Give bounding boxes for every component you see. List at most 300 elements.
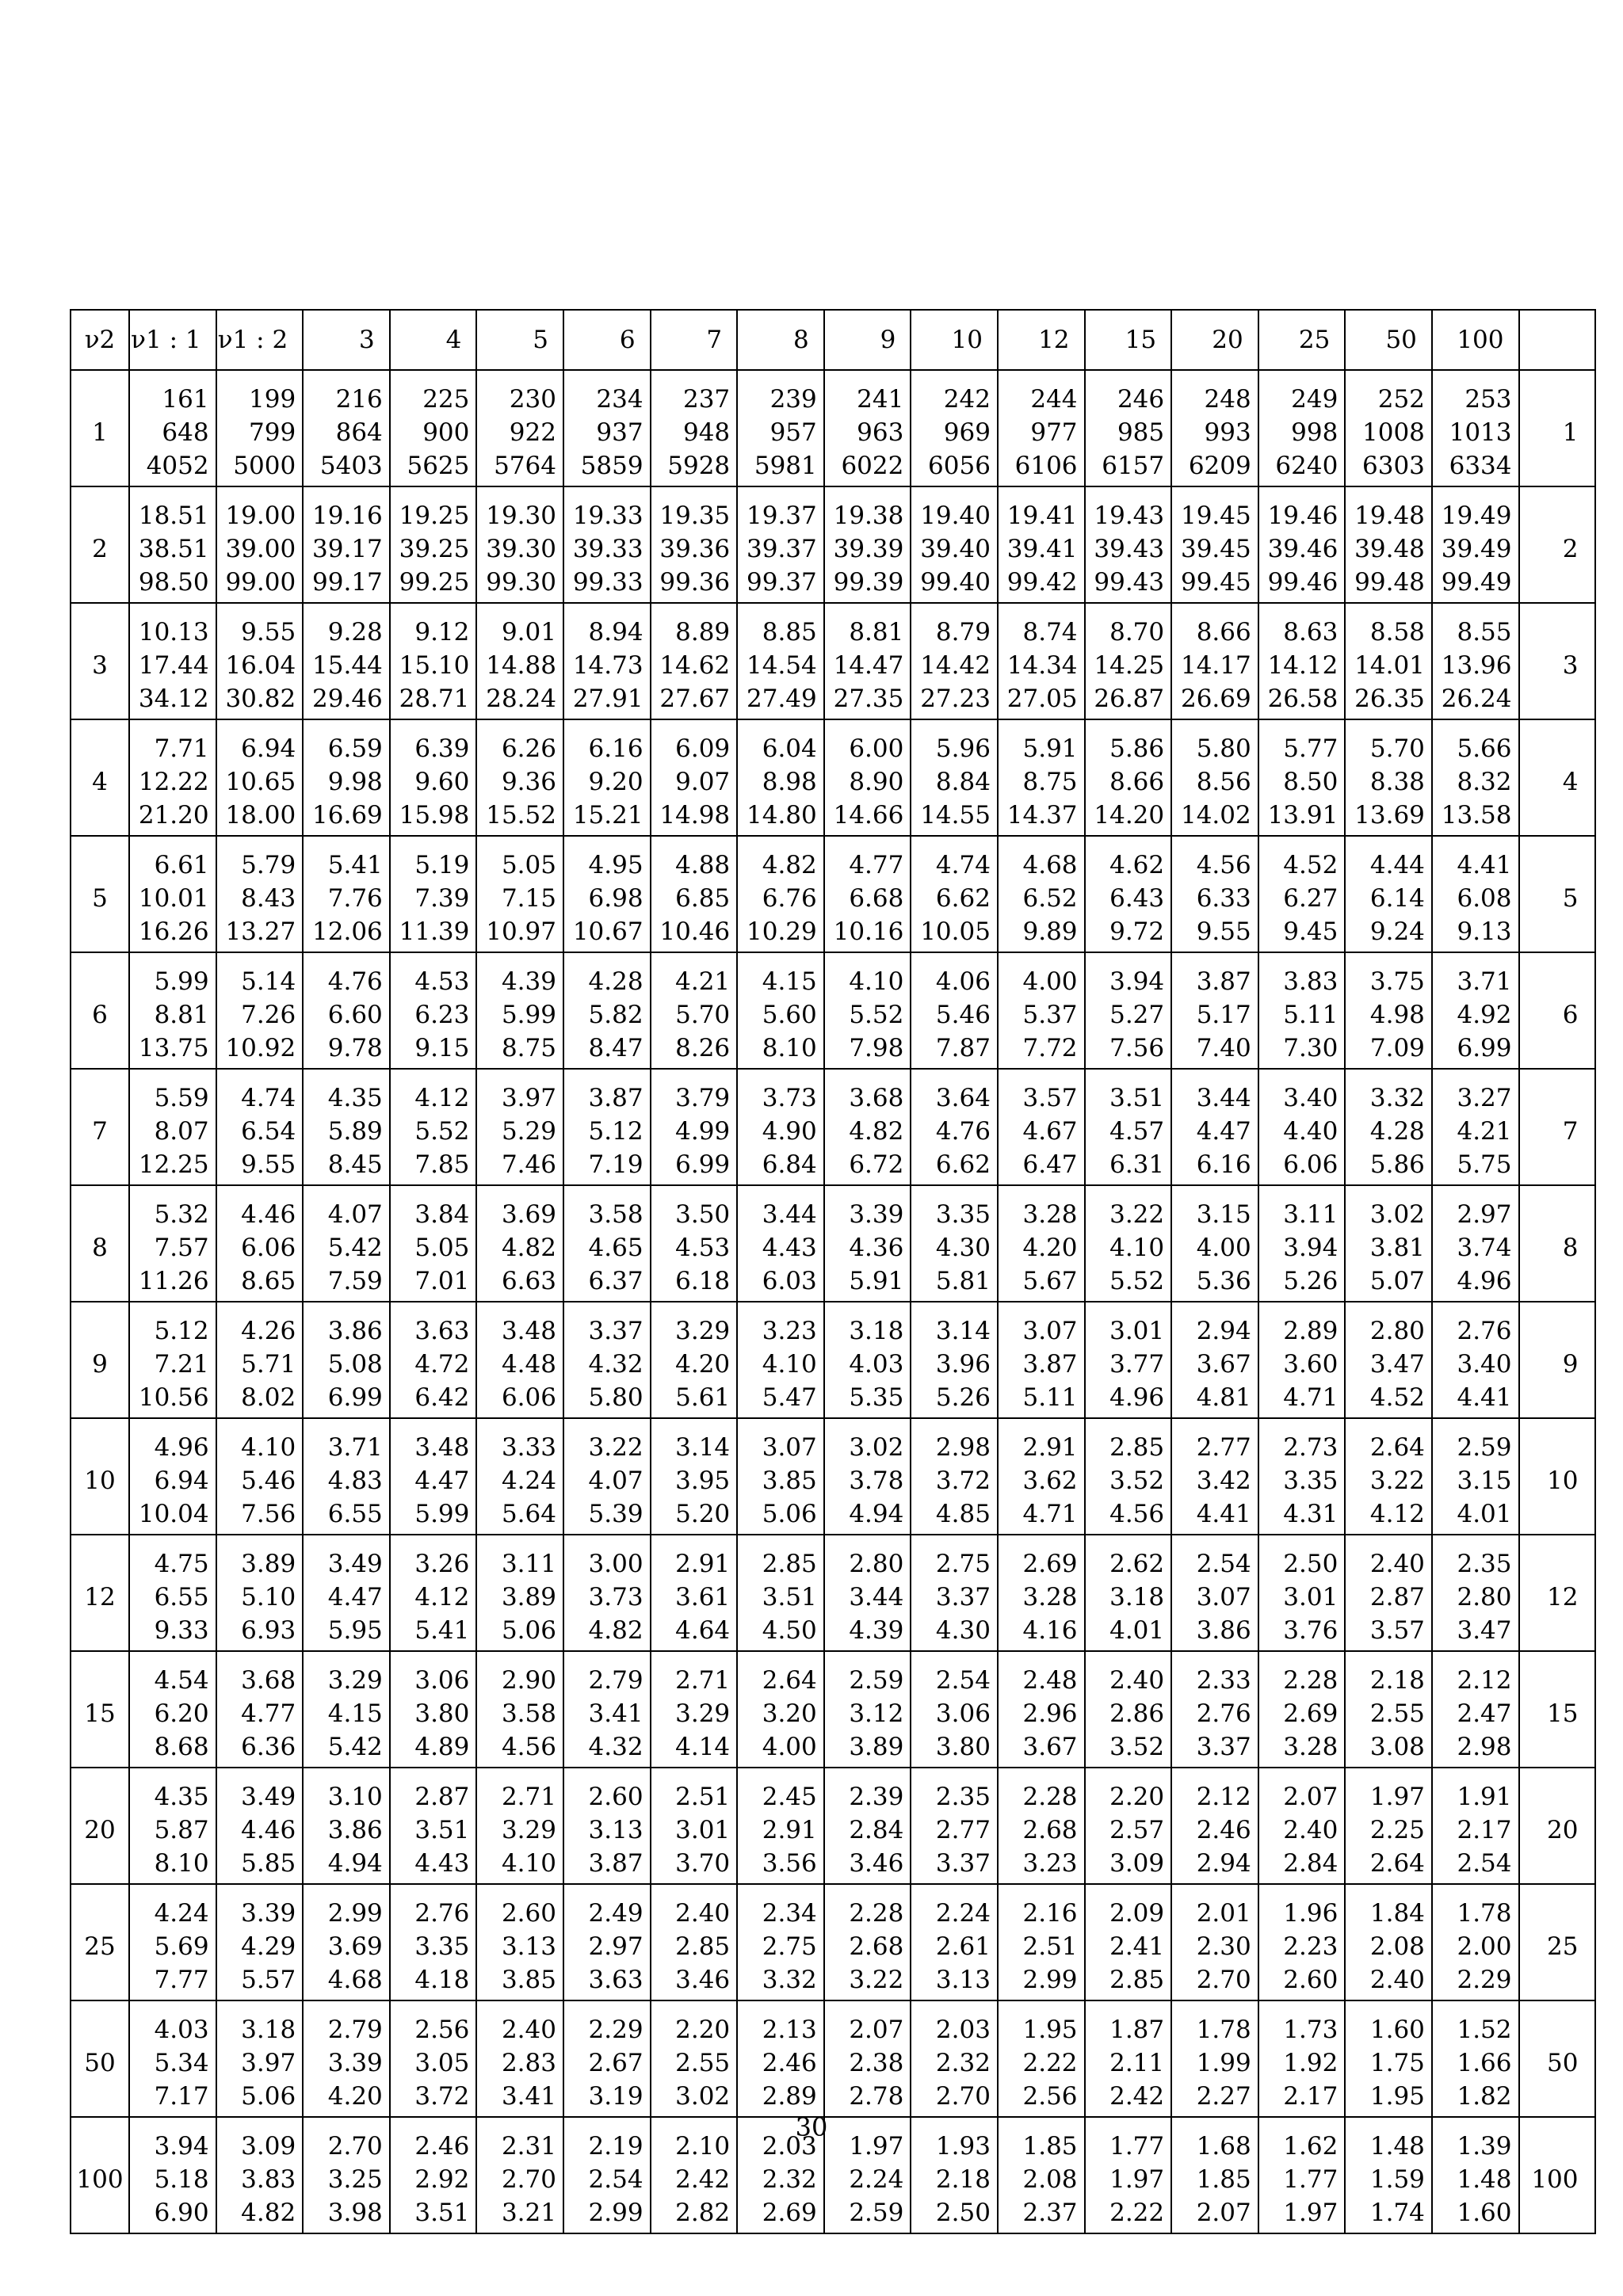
critical-value: 5.60 [762, 1000, 817, 1029]
row-label-left: 50 [71, 2009, 129, 2117]
spacer-cell [303, 1535, 390, 1543]
critical-value: 4.12 [414, 1083, 470, 1112]
critical-value: 26.87 [1094, 684, 1165, 713]
critical-value: 1.96 [1283, 1898, 1338, 1928]
spacer-cell [129, 486, 216, 495]
critical-value: 2.69 [1283, 1699, 1338, 1728]
spacer-cell [71, 2000, 129, 2009]
critical-value: 15.52 [486, 800, 556, 830]
value-cell [563, 379, 651, 486]
spacer-cell [737, 2000, 824, 2009]
spacer-cell [1519, 836, 1595, 845]
value-cell [998, 845, 1085, 952]
critical-value: 19.38 [833, 501, 904, 530]
value-cell [737, 728, 824, 836]
spacer-cell [563, 486, 651, 495]
critical-value: 6.94 [154, 1466, 209, 1495]
row-spacer [71, 1651, 1595, 1660]
spacer-cell [476, 603, 563, 612]
spacer-cell [476, 1535, 563, 1543]
row-label-right: 50 [1519, 2009, 1595, 2117]
critical-value: 1.74 [1369, 2198, 1425, 2227]
value-cell [824, 1776, 911, 1884]
critical-value: 2.79 [327, 2015, 383, 2044]
value-cell [563, 612, 651, 719]
critical-value: 6.33 [1196, 883, 1251, 913]
value-cell [1432, 1543, 1519, 1651]
critical-value: 6.09 [675, 734, 731, 763]
critical-value: 14.42 [920, 650, 991, 680]
critical-value: 8.47 [588, 1033, 643, 1062]
spacer-cell [303, 2000, 390, 2009]
critical-value: 4.46 [241, 1199, 296, 1229]
spacer-cell [1432, 1069, 1519, 1077]
critical-value: 2.23 [1283, 1932, 1338, 1961]
critical-value: 3.52 [1109, 1466, 1165, 1495]
critical-value: 7.56 [241, 1499, 296, 1528]
critical-value: 19.35 [659, 501, 731, 530]
spacer-cell [998, 1185, 1085, 1194]
critical-value: 2.94 [1196, 1848, 1251, 1878]
critical-value: 29.46 [312, 684, 383, 713]
value-cell [1171, 1543, 1258, 1651]
spacer-cell [71, 836, 129, 845]
critical-value: 4.20 [327, 2081, 383, 2111]
spacer-cell [1171, 1884, 1258, 1893]
value-cell [1171, 845, 1258, 952]
value-cell [476, 2009, 563, 2117]
critical-value: 6.37 [588, 1266, 643, 1295]
critical-value: 4.50 [762, 1615, 817, 1645]
critical-value: 5.86 [1109, 734, 1165, 763]
critical-value: 3.79 [675, 1083, 731, 1112]
critical-value: 985 [1117, 418, 1165, 447]
row-label-left: 1 [71, 379, 129, 486]
critical-value: 4.53 [414, 967, 470, 996]
critical-value: 6.18 [675, 1266, 731, 1295]
critical-value: 3.72 [414, 2081, 470, 2111]
critical-value: 3.78 [849, 1466, 904, 1495]
spacer-cell [651, 1302, 738, 1310]
critical-value: 3.76 [1283, 1615, 1338, 1645]
critical-value: 4.89 [414, 1732, 470, 1761]
critical-value: 99.48 [1354, 567, 1425, 597]
value-cell [737, 1776, 824, 1884]
critical-value: 38.51 [138, 534, 209, 563]
value-cell [1432, 728, 1519, 836]
critical-value: 6240 [1275, 451, 1338, 480]
column-header: 8 [737, 310, 824, 370]
critical-value: 14.37 [1006, 800, 1078, 830]
critical-value: 5.46 [241, 1466, 296, 1495]
critical-value: 14.34 [1006, 650, 1078, 680]
critical-value: 5.41 [327, 850, 383, 879]
spacer-cell [1345, 603, 1432, 612]
critical-value: 6.06 [501, 1383, 556, 1412]
critical-value: 12.25 [138, 1150, 209, 1179]
value-cell [737, 1893, 824, 2000]
value-cell [824, 1310, 911, 1418]
value-cell [737, 1077, 824, 1185]
spacer-cell [824, 1069, 911, 1077]
critical-value: 2.64 [762, 1665, 817, 1695]
critical-value: 3.80 [935, 1732, 991, 1761]
critical-value: 13.75 [138, 1033, 209, 1062]
critical-value: 6.68 [849, 883, 904, 913]
critical-value: 3.15 [1196, 1199, 1251, 1229]
critical-value: 8.58 [1369, 617, 1425, 646]
critical-value: 3.73 [588, 1582, 643, 1611]
critical-value: 8.90 [849, 767, 904, 796]
critical-value: 4.18 [414, 1965, 470, 1994]
critical-value: 14.12 [1267, 650, 1338, 680]
spacer-cell [1432, 1302, 1519, 1310]
value-cell [1085, 1543, 1172, 1651]
spacer-cell [71, 1651, 129, 1660]
spacer-cell [1345, 1884, 1432, 1893]
spacer-cell [71, 1884, 129, 1893]
critical-value: 21.20 [138, 800, 209, 830]
critical-value: 3.01 [675, 1815, 731, 1844]
critical-value: 5.14 [241, 967, 296, 996]
critical-value: 12.06 [312, 917, 383, 946]
critical-value: 4.77 [241, 1699, 296, 1728]
critical-value: 1.93 [935, 2131, 991, 2161]
critical-value: 2.42 [675, 2164, 731, 2194]
critical-value: 39.41 [1006, 534, 1078, 563]
critical-value: 2.98 [1457, 1732, 1512, 1761]
critical-value: 5.70 [675, 1000, 731, 1029]
value-cell [737, 495, 824, 603]
row-label-left: 10 [71, 1427, 129, 1535]
critical-value: 2.20 [1109, 1782, 1165, 1811]
value-cell [911, 612, 998, 719]
critical-value: 3.81 [1369, 1233, 1425, 1262]
critical-value: 957 [769, 418, 817, 447]
spacer-cell [651, 1768, 738, 1776]
table-row [71, 2009, 1595, 2117]
critical-value: 5000 [233, 451, 296, 480]
value-cell [216, 1427, 304, 1535]
value-cell [1171, 379, 1258, 486]
critical-value: 3.69 [327, 1932, 383, 1961]
spacer-cell [1085, 1535, 1172, 1543]
critical-value: 3.75 [1369, 967, 1425, 996]
critical-value: 3.44 [849, 1582, 904, 1611]
critical-value: 3.67 [1022, 1732, 1078, 1761]
critical-value: 4.56 [501, 1732, 556, 1761]
critical-value: 10.13 [138, 617, 209, 646]
critical-value: 1.97 [1283, 2198, 1338, 2227]
value-cell [1345, 1893, 1432, 2000]
critical-value: 5.52 [1109, 1266, 1165, 1295]
spacer-cell [1258, 1535, 1346, 1543]
critical-value: 6.99 [1457, 1033, 1512, 1062]
spacer-cell [1432, 486, 1519, 495]
critical-value: 1.77 [1283, 2164, 1338, 2194]
critical-value: 10.65 [225, 767, 296, 796]
critical-value: 4.57 [1109, 1116, 1165, 1146]
critical-value: 9.78 [327, 1033, 383, 1062]
critical-value: 6056 [928, 451, 991, 480]
value-cell [998, 1543, 1085, 1651]
row-label-right: 6 [1519, 961, 1595, 1069]
critical-value: 8.68 [154, 1732, 209, 1761]
value-cell [998, 1893, 1085, 2000]
critical-value: 8.02 [241, 1383, 296, 1412]
critical-value: 8.74 [1022, 617, 1078, 646]
critical-value: 19.33 [572, 501, 643, 530]
critical-value: 3.73 [762, 1083, 817, 1112]
spacer-cell [911, 603, 998, 612]
value-cell [911, 1543, 998, 1651]
spacer-cell [1432, 370, 1519, 379]
row-spacer [71, 2000, 1595, 2009]
critical-value: 8.55 [1457, 617, 1512, 646]
critical-value: 2.08 [1369, 1932, 1425, 1961]
table-header-row [71, 310, 1595, 370]
column-header: 4 [390, 310, 477, 370]
critical-value: 2.28 [1283, 1665, 1338, 1695]
critical-value: 2.92 [414, 2164, 470, 2194]
critical-value: 2.18 [935, 2164, 991, 2194]
spacer-cell [1258, 1884, 1346, 1893]
critical-value: 39.48 [1354, 534, 1425, 563]
spacer-cell [737, 1418, 824, 1427]
critical-value: 39.43 [1094, 534, 1165, 563]
critical-value: 2.07 [1196, 2198, 1251, 2227]
column-header: 12 [998, 310, 1085, 370]
spacer-cell [563, 1768, 651, 1776]
value-cell [911, 495, 998, 603]
critical-value: 2.03 [935, 2015, 991, 2044]
critical-value: 10.29 [747, 917, 817, 946]
critical-value: 5.36 [1196, 1266, 1251, 1295]
critical-value: 2.22 [1109, 2198, 1165, 2227]
critical-value: 2.60 [1283, 1965, 1338, 1994]
critical-value: 3.23 [762, 1316, 817, 1345]
critical-value: 4.82 [501, 1233, 556, 1262]
spacer-cell [303, 952, 390, 961]
critical-value: 5764 [494, 451, 556, 480]
spacer-cell [476, 719, 563, 728]
value-cell [737, 379, 824, 486]
spacer-cell [998, 1302, 1085, 1310]
critical-value: 1.92 [1283, 2048, 1338, 2077]
value-cell [737, 2009, 824, 2117]
value-cell [563, 961, 651, 1069]
row-label-right: 20 [1519, 1776, 1595, 1884]
critical-value: 3.94 [154, 2131, 209, 2161]
value-cell [303, 612, 390, 719]
critical-value: 3.35 [414, 1932, 470, 1961]
critical-value: 3.63 [414, 1316, 470, 1345]
critical-value: 4.00 [762, 1732, 817, 1761]
spacer-cell [129, 1418, 216, 1427]
value-cell [651, 1543, 738, 1651]
critical-value: 5.70 [1369, 734, 1425, 763]
critical-value: 8.10 [762, 1033, 817, 1062]
row-label-left: 7 [71, 1077, 129, 1185]
spacer-cell [651, 1884, 738, 1893]
spacer-cell [476, 1768, 563, 1776]
spacer-cell [737, 1069, 824, 1077]
critical-value: 3.13 [501, 1932, 556, 1961]
spacer-cell [651, 1069, 738, 1077]
value-cell [651, 379, 738, 486]
critical-value: 1.73 [1283, 2015, 1338, 2044]
spacer-cell [1085, 1418, 1172, 1427]
critical-value: 5.99 [154, 967, 209, 996]
critical-value: 4.15 [327, 1699, 383, 1728]
spacer-cell [1258, 1418, 1346, 1427]
spacer-cell [1171, 952, 1258, 961]
critical-value: 4.92 [1457, 1000, 1512, 1029]
critical-value: 239 [769, 384, 817, 414]
critical-value: 5.42 [327, 1732, 383, 1761]
critical-value: 8.94 [588, 617, 643, 646]
critical-value: 99.37 [747, 567, 817, 597]
spacer-cell [1258, 952, 1346, 961]
spacer-cell [216, 952, 304, 961]
critical-value: 2.17 [1457, 1815, 1512, 1844]
critical-value: 8.79 [935, 617, 991, 646]
spacer-cell [737, 1302, 824, 1310]
spacer-cell [563, 2000, 651, 2009]
critical-value: 2.80 [849, 1549, 904, 1578]
row-label-right: 100 [1519, 2126, 1595, 2233]
value-cell [1345, 1077, 1432, 1185]
critical-value: 3.51 [762, 1582, 817, 1611]
value-cell [303, 379, 390, 486]
table-row [71, 1893, 1595, 2000]
row-label-right: 7 [1519, 1077, 1595, 1185]
critical-value: 2.59 [849, 2198, 904, 2227]
spacer-cell [129, 836, 216, 845]
value-cell [1258, 1427, 1346, 1535]
row-label-left: 2 [71, 495, 129, 603]
critical-value: 3.87 [1196, 967, 1251, 996]
critical-value: 2.54 [588, 2164, 643, 2194]
critical-value: 3.25 [327, 2164, 383, 2194]
critical-value: 3.77 [1109, 1349, 1165, 1379]
value-cell [563, 1427, 651, 1535]
critical-value: 2.51 [1022, 1932, 1078, 1961]
value-cell [911, 1660, 998, 1768]
critical-value: 14.25 [1094, 650, 1165, 680]
table-row [71, 961, 1595, 1069]
critical-value: 5.66 [1457, 734, 1512, 763]
value-cell [303, 1893, 390, 2000]
critical-value: 4.35 [154, 1782, 209, 1811]
spacer-cell [129, 952, 216, 961]
spacer-cell [563, 1418, 651, 1427]
value-cell [476, 1194, 563, 1302]
critical-value: 2.89 [1283, 1316, 1338, 1345]
spacer-cell [71, 952, 129, 961]
spacer-cell [911, 1884, 998, 1893]
value-cell [1258, 1660, 1346, 1768]
value-cell [1345, 845, 1432, 952]
critical-value: 2.82 [675, 2198, 731, 2227]
spacer-cell [1171, 1302, 1258, 1310]
critical-value: 7.71 [154, 734, 209, 763]
critical-value: 2.28 [849, 1898, 904, 1928]
critical-value: 922 [509, 418, 556, 447]
critical-value: 2.70 [935, 2081, 991, 2111]
critical-value: 5625 [407, 451, 470, 480]
critical-value: 2.60 [588, 1782, 643, 1811]
spacer-cell [71, 1418, 129, 1427]
critical-value: 2.42 [1109, 2081, 1165, 2111]
critical-value: 4.14 [675, 1732, 731, 1761]
critical-value: 6.14 [1369, 883, 1425, 913]
spacer-cell [824, 370, 911, 379]
critical-value: 2.50 [1283, 1549, 1338, 1578]
critical-value: 3.83 [241, 2164, 296, 2194]
critical-value: 5.89 [327, 1116, 383, 1146]
critical-value: 4.82 [849, 1116, 904, 1146]
critical-value: 3.29 [675, 1699, 731, 1728]
critical-value: 5.87 [154, 1815, 209, 1844]
critical-value: 6.00 [849, 734, 904, 763]
value-cell [911, 379, 998, 486]
spacer-cell [476, 1884, 563, 1893]
spacer-cell [1085, 1884, 1172, 1893]
critical-value: 2.40 [675, 1898, 731, 1928]
critical-value: 14.54 [747, 650, 817, 680]
value-cell [1432, 1427, 1519, 1535]
value-cell [216, 612, 304, 719]
critical-value: 3.49 [327, 1549, 383, 1578]
spacer-cell [216, 1651, 304, 1660]
critical-value: 2.30 [1196, 1932, 1251, 1961]
critical-value: 2.69 [1022, 1549, 1078, 1578]
critical-value: 3.41 [501, 2081, 556, 2111]
critical-value: 5.26 [935, 1383, 991, 1412]
critical-value: 6.94 [241, 734, 296, 763]
spacer-cell [1519, 486, 1595, 495]
critical-value: 5.69 [154, 1932, 209, 1961]
critical-value: 4.24 [154, 1898, 209, 1928]
critical-value: 2.71 [501, 1782, 556, 1811]
value-cell [216, 845, 304, 952]
spacer-cell [824, 1418, 911, 1427]
critical-value: 9.55 [1196, 917, 1251, 946]
value-cell [911, 1194, 998, 1302]
value-cell [303, 1660, 390, 1768]
critical-value: 1.59 [1369, 2164, 1425, 2194]
critical-value: 234 [596, 384, 643, 414]
critical-value: 2.49 [588, 1898, 643, 1928]
row-label-left: 9 [71, 1310, 129, 1418]
spacer-cell [737, 1768, 824, 1776]
critical-value: 7.57 [154, 1233, 209, 1262]
critical-value: 18.00 [225, 800, 296, 830]
critical-value: 4.28 [588, 967, 643, 996]
critical-value: 9.72 [1109, 917, 1165, 946]
critical-value: 2.60 [501, 1898, 556, 1928]
critical-value: 5.86 [1369, 1150, 1425, 1179]
critical-value: 3.86 [327, 1316, 383, 1345]
value-cell [911, 1776, 998, 1884]
value-cell [303, 495, 390, 603]
spacer-cell [563, 370, 651, 379]
critical-value: 7.39 [414, 883, 470, 913]
critical-value: 3.87 [588, 1848, 643, 1878]
critical-value: 5403 [319, 451, 383, 480]
critical-value: 39.40 [920, 534, 991, 563]
